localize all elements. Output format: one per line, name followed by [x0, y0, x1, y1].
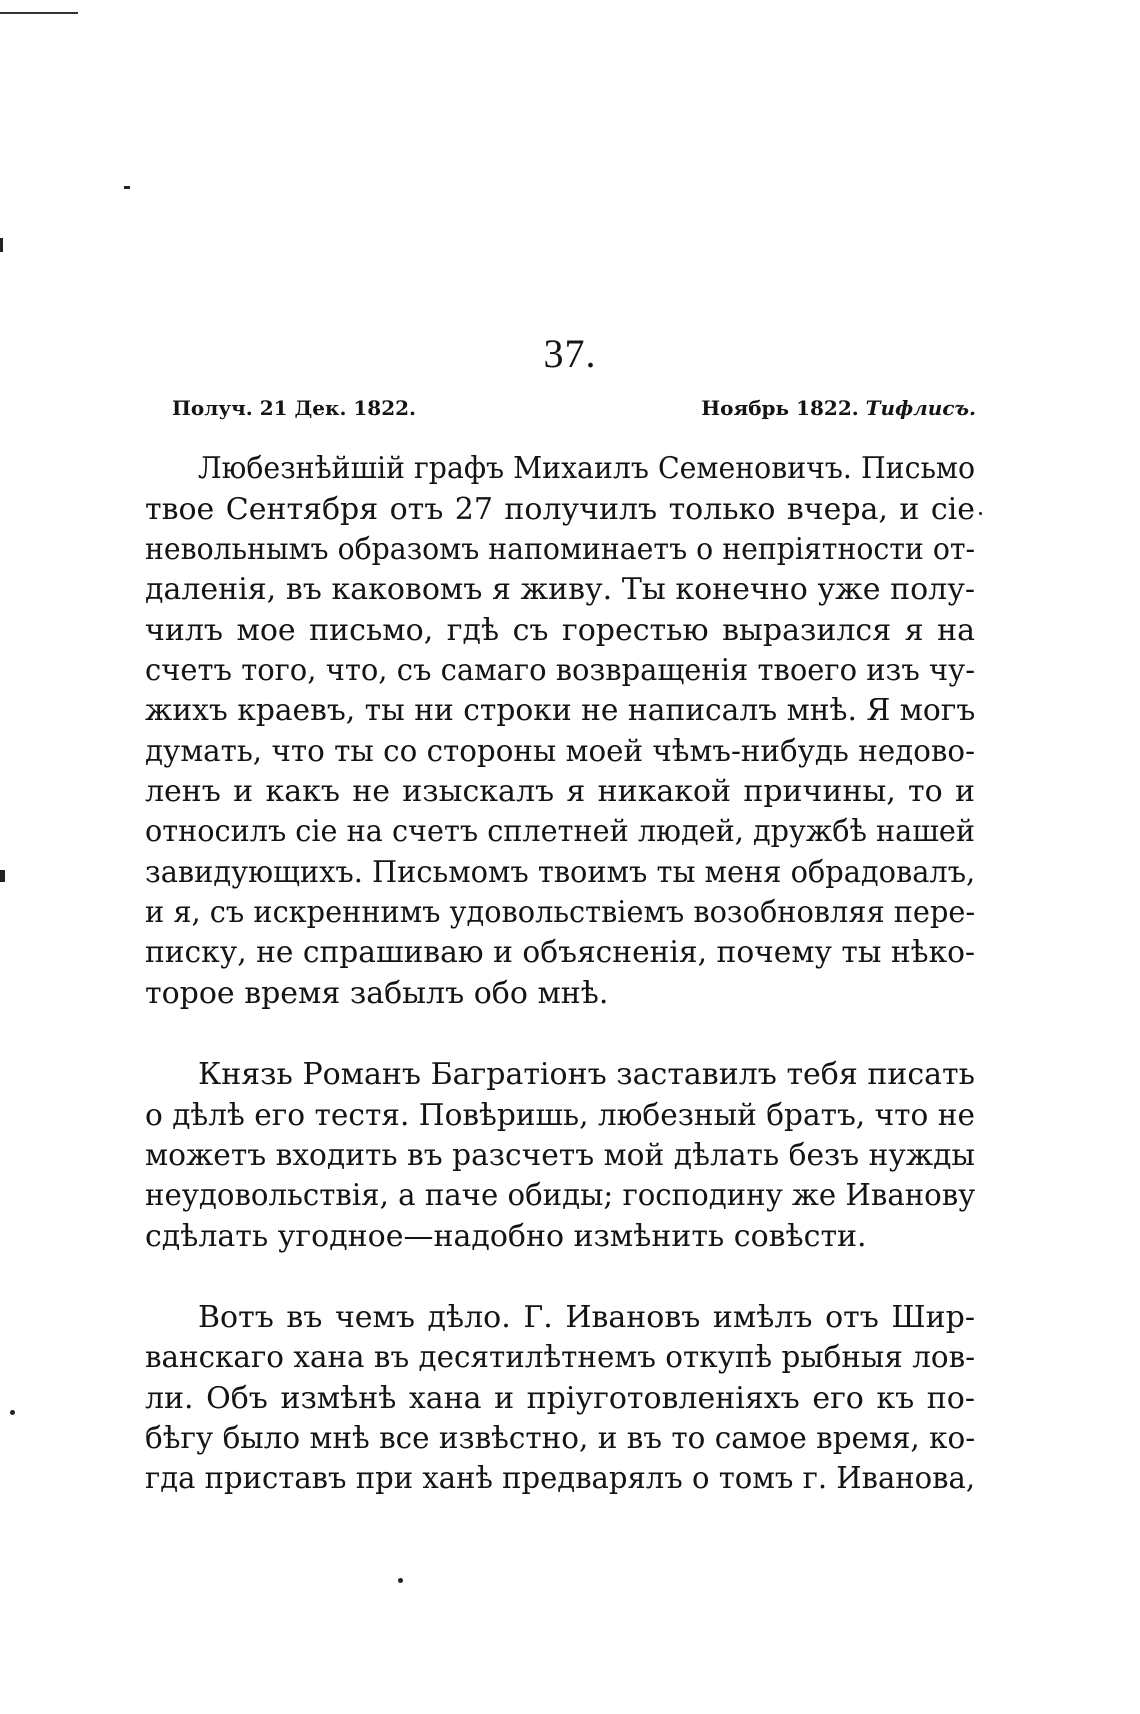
- text-line: относилъ сіе на счетъ сплетней людей, дружбѣ нашей: [145, 814, 975, 849]
- text-line: писку, не спрашиваю и объясненія, почему ты нѣко-: [145, 935, 976, 970]
- text-line: твое Сентября отъ 27 получилъ только вчера, и сіе: [145, 492, 975, 527]
- text-line: завидующихъ. Письмомъ твоимъ ты меня обрадовалъ,: [145, 855, 976, 890]
- text-line: сдѣлать угодное—надобно измѣнить совѣсти.: [145, 1219, 867, 1254]
- page-number: 37.: [543, 331, 597, 376]
- letter-header: [172, 396, 976, 432]
- text-line: думать, что ты со стороны моей чѣмъ-нибудь недово-: [145, 734, 975, 769]
- scan-speck: [979, 512, 982, 515]
- scan-speck: [124, 186, 130, 189]
- text-line: Вотъ въ чемъ дѣло. Г. Ивановъ имѣлъ отъ Шир-: [198, 1300, 975, 1335]
- scan-speck: [10, 1410, 15, 1415]
- text-line: ленъ и какъ не изыскалъ я никакой причины, то и: [145, 774, 975, 809]
- letter-dateline: [701, 396, 976, 420]
- text-line: чилъ мое письмо, гдѣ съ горестью выразился я на: [145, 613, 975, 648]
- text-line: бѣгу было мнѣ все извѣстно, и въ то самое время, ко-: [145, 1421, 976, 1456]
- text-line: невольнымъ образомъ напоминаетъ о непріятности от-: [145, 532, 976, 567]
- letter-place: Тифлисъ.: [865, 396, 976, 420]
- text-line: жихъ краевъ, ты ни строки не написалъ мнѣ. Я могъ: [145, 693, 976, 728]
- text-line: торое время забылъ обо мнѣ.: [145, 976, 609, 1011]
- text-line: Князь Романъ Багратіонъ заставилъ тебя писать: [198, 1057, 975, 1092]
- text-line: о дѣлѣ его тестя. Повѣришь, любезный братъ, что не: [145, 1098, 975, 1133]
- text-line: Любезнѣйшій графъ Михаилъ Семеновичъ. Письмо: [198, 451, 976, 486]
- text-line: можетъ входить въ разсчетъ мой дѣлать безъ нужды: [145, 1138, 976, 1173]
- letter-date: Ноябрь 1822.: [701, 396, 859, 420]
- text-line: ванскаго хана въ десятилѣтнемъ откупѣ рыбныя лов-: [145, 1340, 976, 1375]
- scan-speck: [0, 238, 3, 252]
- scan-speck: [0, 870, 5, 882]
- received-note: Получ. 21 Дек. 1822.: [172, 396, 416, 420]
- text-line: неудовольствія, а паче обиды; господину же Иванову: [145, 1178, 976, 1213]
- text-line: и я, съ искреннимъ удовольствіемъ возобновляя пере-: [145, 895, 976, 930]
- text-line: ли. Объ измѣнѣ хана и пріуготовленіяхъ его къ по-: [145, 1381, 975, 1416]
- scan-speck: [398, 1578, 403, 1583]
- text-line: даленія, въ каковомъ я живу. Ты конечно уже полу-: [145, 572, 975, 607]
- scan-edge-rule: [0, 12, 78, 14]
- text-line: счетъ того, что, съ самаго возвращенія твоего изъ чу-: [145, 653, 975, 688]
- text-line: гда приставъ при ханѣ предварялъ о томъ г. Иванова,: [145, 1461, 976, 1496]
